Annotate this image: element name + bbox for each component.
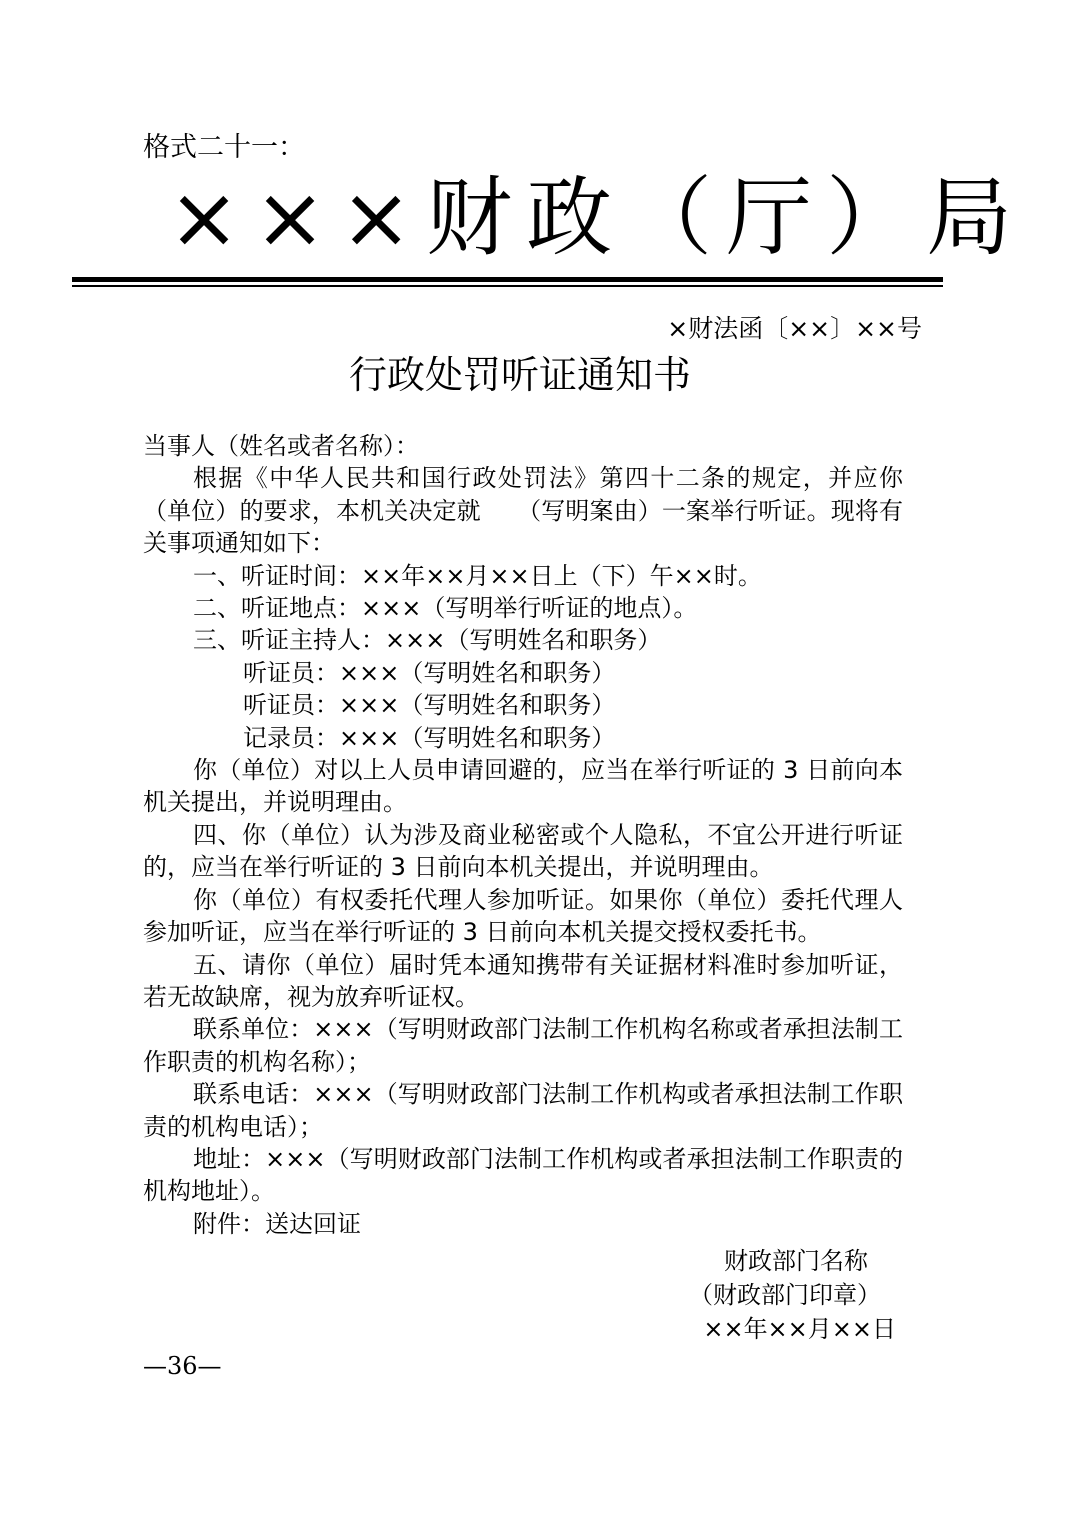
document-title: 行政处罚听证通知书	[348, 353, 691, 397]
recorder-line: 记录员：×××（写明姓名和职务）	[243, 723, 616, 752]
item-hearing-location: 二、听证地点：×××（写明举行听证的地点）。	[193, 594, 698, 623]
signature-date: ××年××月××日	[703, 1315, 896, 1343]
contact-unit: 联系单位：×××（写明财政部门法制工作机构名称或者承担法制工作职责的机构名称）；	[143, 1015, 903, 1076]
masthead-rule-thick	[72, 277, 943, 282]
contact-phone: 联系电话：×××（写明财政部门法制工作机构或者承担法制工作职责的机构电话）；	[143, 1080, 903, 1141]
page-number: —36—	[143, 1352, 222, 1380]
format-label: 格式二十一：	[143, 132, 305, 163]
agent-paragraph: 你（单位）有权委托代理人参加听证。如果你（单位）委托代理人参加听证，应当在举行听证的 3 日前向本机关提交授权委托书。	[143, 885, 903, 947]
intro-paragraph: 根据《中华人民共和国行政处罚法》第四十二条的规定，并应你（单位）的要求，本机关决定就 （写明案由）一案举行听证。现将有关事项通知如下：	[143, 464, 903, 558]
masthead-rule-thin	[72, 285, 943, 287]
recusal-paragraph: 你（单位）对以上人员申请回避的，应当在举行听证的 3 日前向本机关提出，并说明理由。	[143, 756, 903, 817]
signature-block	[689, 1244, 896, 1346]
item-confidentiality: 四、你（单位）认为涉及商业秘密或个人隐私，不宜公开进行听证的，应当在举行听证的 3 日前向本机关提出，并说明理由。	[143, 820, 903, 882]
document-number: ×财法函〔××〕××号	[667, 314, 922, 343]
hearing-officer-2: 听证员：×××（写明姓名和职务）	[243, 691, 616, 720]
item-attendance: 五、请你（单位）届时凭本通知携带有关证据材料准时参加听证，若无故缺席，视为放弃听证权。	[143, 950, 903, 1011]
contact-address: 地址：×××（写明财政部门法制工作机构或者承担法制工作职责的机构地址）。	[143, 1144, 903, 1206]
document-body	[143, 430, 903, 1240]
item-hearing-time: 一、听证时间：××年××月××日上（下）午××时。	[193, 561, 762, 590]
item-hearing-presider: 三、听证主持人：×××（写明姓名和职务）	[193, 626, 662, 655]
signature-dept-name: 财政部门名称	[724, 1247, 868, 1275]
attachment-line: 附件：送达回证	[193, 1209, 361, 1238]
masthead-title: ×××财政（厅）局	[168, 168, 1027, 268]
hearing-officer-1: 听证员：×××（写明姓名和职务）	[243, 658, 616, 687]
addressee-line: 当事人（姓名或者名称）：	[143, 432, 419, 460]
signature-seal: （财政部门印章）	[689, 1281, 881, 1309]
